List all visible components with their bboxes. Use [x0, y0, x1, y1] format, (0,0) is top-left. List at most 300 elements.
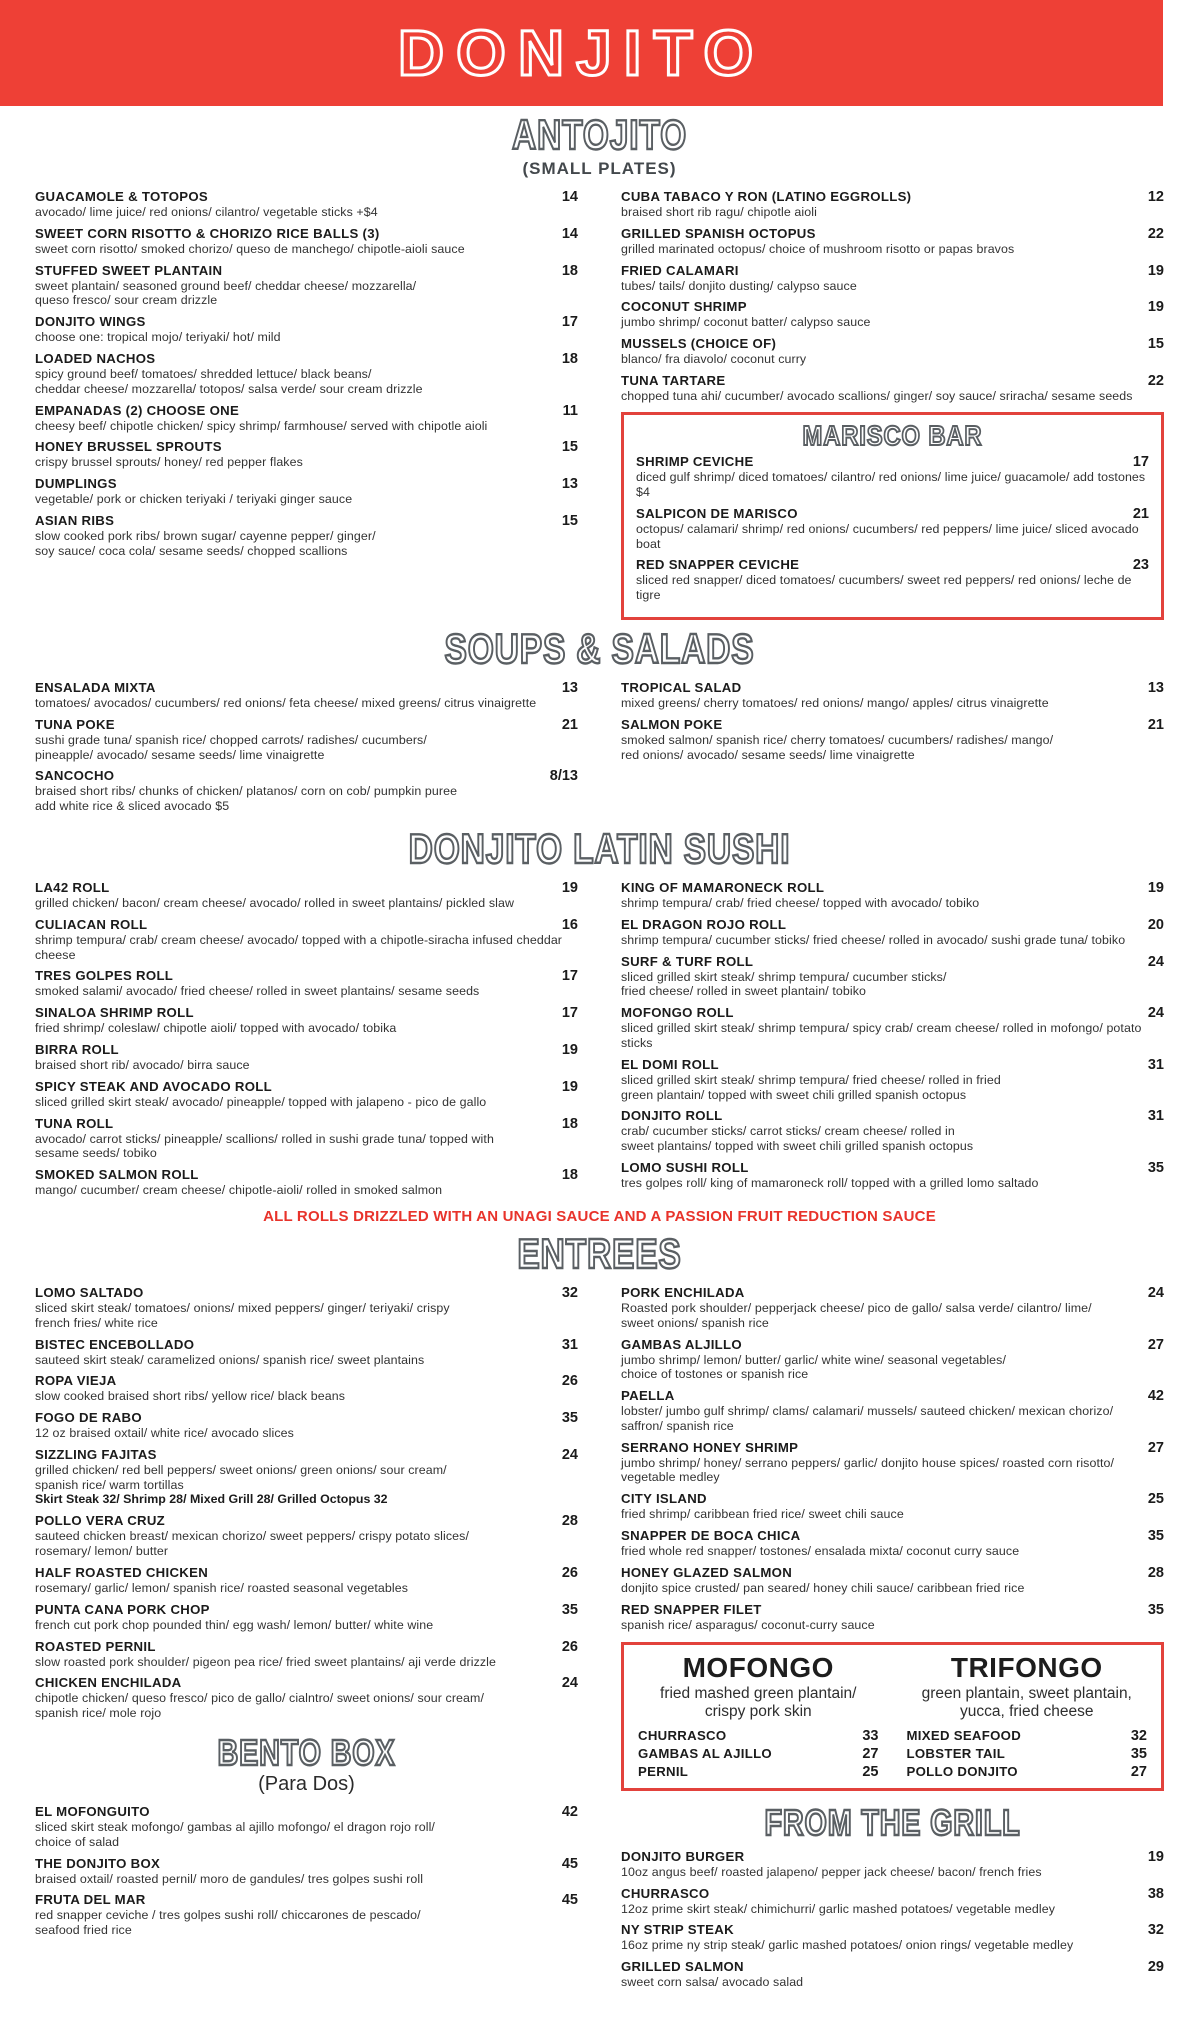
menu-item [621, 717, 1164, 763]
grill-items [621, 1849, 1164, 1990]
menu-item [35, 880, 578, 911]
item-price: 24 [561, 1446, 578, 1463]
menu-item-header [907, 1728, 1148, 1744]
item-name: RED SNAPPER FILET [621, 1601, 762, 1617]
menu-item-header [35, 263, 578, 279]
menu-item-header [35, 1167, 578, 1183]
item-price: 33 [862, 1727, 879, 1744]
item-name: LA42 ROLL [35, 879, 110, 895]
item-description: choice of tostones or spanish rice [621, 1367, 809, 1382]
menu-item-header [621, 373, 1164, 389]
menu-item-header [35, 768, 578, 784]
item-description: sushi grade tuna/ spanish rice/ chopped carrots/ radishes/ cucumbers/ [35, 732, 427, 747]
item-description: avocado/ lime juice/ red onions/ cilantro/ vegetable sticks +$4 [35, 205, 378, 219]
menu-item-header [636, 454, 1149, 470]
menu-item [35, 1602, 578, 1633]
menu-item [621, 1285, 1164, 1331]
restaurant-logo: DONJITO [397, 17, 766, 89]
menu-item-header [35, 1373, 578, 1389]
item-price: 35 [1147, 1601, 1164, 1618]
item-name: CHURRASCO [621, 1885, 710, 1901]
menu-item [35, 351, 578, 397]
menu-item-header [621, 1528, 1164, 1544]
item-name: SWEET CORN RISOTTO & CHORIZO RICE BALLS (3) [35, 225, 380, 241]
item-description: sweet plantains/ topped with sweet chili grilled spanish octopus [621, 1139, 974, 1154]
entrees-right-column [621, 1285, 1164, 1996]
menu-item-header [621, 680, 1164, 696]
mofongo-items [638, 1728, 879, 1780]
item-name: CHURRASCO [638, 1727, 727, 1743]
menu-item-header [621, 1959, 1164, 1975]
item-description: slow cooked braised short ribs/ yellow rice/ black beans [35, 1389, 345, 1404]
menu-item-header [35, 476, 578, 492]
menu-item-header [621, 1565, 1164, 1581]
item-price: 22 [1147, 225, 1164, 242]
menu-item-header [35, 226, 578, 242]
menu-item [35, 917, 578, 963]
menu-item-header [621, 717, 1164, 733]
item-name: FRUTA DEL MAR [35, 1892, 146, 1908]
item-price: 21 [1132, 505, 1149, 522]
item-description: sliced grilled skirt steak/ shrimp tempura/ spicy crab/ cream cheese/ rolled in mofongo/ potato sticks [621, 1021, 1142, 1050]
item-price: 31 [561, 1336, 578, 1353]
item-name: GRILLED SPANISH OCTOPUS [621, 225, 816, 241]
item-description: Roasted pork shoulder/ pepperjack cheese/ pico de gallo/ salsa verde/ cilantro/ lime/ [621, 1300, 1092, 1315]
section-bento-box [35, 1732, 578, 1938]
menu-item-header [35, 1005, 578, 1021]
section-title-latin-sushi: DONJITO LATIN SUSHI [408, 824, 791, 872]
menu-item [35, 717, 578, 763]
item-description: red onions/ avocado/ sesame seeds/ lime vinaigrette [621, 747, 915, 762]
item-price: 27 [1147, 1439, 1164, 1456]
menu-item [636, 557, 1149, 603]
menu-item [35, 1373, 578, 1404]
menu-item-header [621, 1491, 1164, 1507]
item-price: 28 [1147, 1564, 1164, 1581]
menu-item [621, 880, 1164, 911]
item-description: sliced skirt steak/ tomatoes/ onions/ mixed peppers/ ginger/ teriyaki/ crispy [35, 1300, 450, 1315]
item-description: french fries/ white rice [35, 1315, 158, 1330]
item-name: SANCOCHO [35, 768, 115, 784]
item-name: SINALOA SHRIMP ROLL [35, 1005, 194, 1021]
item-description: smoked salami/ avocado/ fried cheese/ rolled in sweet plantains/ sesame seeds [35, 984, 480, 999]
mofongo-column [638, 1653, 879, 1781]
item-price: 12 [1147, 189, 1164, 205]
item-name: SERRANO HONEY SHRIMP [621, 1439, 799, 1455]
menu-item-header [638, 1764, 879, 1780]
item-description: 12 oz braised oxtail/ white rice/ avocado slices [35, 1426, 294, 1441]
item-description: jumbo shrimp/ coconut batter/ calypso sauce [621, 315, 871, 330]
item-price: 26 [561, 1638, 578, 1655]
menu-item-header [621, 263, 1164, 279]
item-price: 31 [1147, 1056, 1164, 1073]
item-description: fried shrimp/ coleslaw/ chipotle aioli/ topped with avocado/ tobika [35, 1021, 397, 1036]
item-price: 18 [561, 350, 578, 367]
menu-item-header [35, 1639, 578, 1655]
menu-item-header [35, 1892, 578, 1908]
item-name: EMPANADAS (2) CHOOSE ONE [35, 402, 240, 418]
section-title-from-the-grill: FROM THE GRILL [764, 1801, 1021, 1843]
menu-item-header [35, 680, 578, 696]
item-price: 19 [1147, 879, 1164, 896]
menu-item [35, 226, 578, 257]
item-description: mixed greens/ cherry tomatoes/ red onions/ mango/ apples/ citrus vinaigrette [621, 695, 1049, 710]
menu-item [35, 263, 578, 309]
section-title-entrees: ENTREES [517, 1229, 682, 1277]
menu-item [621, 1602, 1164, 1633]
item-name: ROASTED PERNIL [35, 1638, 156, 1654]
marisco-bar-items [636, 454, 1149, 603]
item-description: saffron/ spanish rice [621, 1418, 734, 1433]
item-name: ENSALADA MIXTA [35, 679, 156, 695]
antojito-left-column [35, 189, 578, 620]
item-description: grilled chicken/ bacon/ cream cheese/ avocado/ rolled in sweet plantains/ pickled slaw [35, 895, 515, 910]
item-name: EL DOMI ROLL [621, 1056, 719, 1072]
item-price: 21 [561, 716, 578, 733]
item-price: 19 [1147, 299, 1164, 316]
item-description: tubes/ tails/ donjito dusting/ calypso sauce [621, 278, 857, 293]
item-name: GAMBAS ALJILLO [621, 1336, 742, 1352]
menu-item-header [621, 954, 1164, 970]
item-name: LOADED NACHOS [35, 350, 156, 366]
item-price: 27 [1130, 1763, 1147, 1780]
antojito-right-column [621, 189, 1164, 620]
menu-item-header [621, 1388, 1164, 1404]
item-name: HONEY GLAZED SALMON [621, 1564, 793, 1580]
item-description: jumbo shrimp/ honey/ serrano peppers/ garlic/ donjito house spices/ roasted corn risotto/ [621, 1455, 1115, 1470]
menu-item-header [621, 1602, 1164, 1618]
item-description: red snapper ceviche / tres golpes sushi roll/ chiccarones de pescado/ [35, 1908, 421, 1923]
item-description: fried whole red snapper/ tostones/ ensalada mixta/ coconut curry sauce [621, 1544, 1020, 1559]
item-description: spicy ground beef/ tomatoes/ shredded lettuce/ black beans/ [35, 366, 372, 381]
trifongo-column [907, 1653, 1148, 1781]
item-price: 42 [1147, 1388, 1164, 1405]
item-price: 13 [561, 476, 578, 493]
item-description: sliced red snapper/ diced tomatoes/ cucumbers/ sweet red peppers/ red onions/ leche de tigre [636, 573, 1132, 603]
menu-item [35, 1079, 578, 1110]
menu-item [621, 1849, 1164, 1880]
item-price: 17 [561, 314, 578, 331]
item-variant-prices: Skirt Steak 32/ Shrimp 28/ Mixed Grill 28/ Grilled Octopus 32 [35, 1492, 388, 1507]
item-description: grilled chicken/ red bell peppers/ sweet onions/ green onions/ sour cream/ [35, 1462, 447, 1477]
section-entrees [35, 1229, 1164, 1996]
item-name: STUFFED SWEET PLANTAIN [35, 262, 223, 278]
item-name: DONJITO WINGS [35, 314, 146, 330]
item-name: TUNA POKE [35, 716, 115, 732]
item-price: 45 [561, 1855, 578, 1872]
item-price: 35 [1147, 1159, 1164, 1176]
mofongo-subtitle: fried mashed green plantain/ crispy pork skin [660, 1684, 857, 1720]
item-description: sauteed chicken breast/ mexican chorizo/ sweet peppers/ crispy potato slices/ [35, 1529, 470, 1544]
item-description: sweet corn risotto/ smoked chorizo/ queso de manchego/ chipotle-aioli sauce [35, 241, 465, 256]
marisco-bar-title: MARISCO BAR [802, 419, 983, 451]
entrees-right-items [621, 1285, 1164, 1633]
soups-right-column [621, 680, 1164, 820]
menu-item [35, 1675, 578, 1721]
item-price: 27 [862, 1745, 879, 1762]
item-description: seafood fried rice [35, 1923, 132, 1938]
menu-item-header [907, 1746, 1148, 1762]
menu-item [35, 1565, 578, 1596]
menu-item-header [621, 917, 1164, 933]
section-soups-salads [35, 624, 1164, 820]
item-name: TRES GOLPES ROLL [35, 968, 174, 984]
menu-item [35, 189, 578, 220]
item-description: 16oz prime ny strip steak/ garlic mashed potatoes/ onion rings/ vegetable medley [621, 1938, 1074, 1953]
bento-box-items [35, 1804, 578, 1938]
item-description: fried shrimp/ caribbean fried rice/ sweet chili sauce [621, 1507, 904, 1522]
menu-item-header [621, 880, 1164, 896]
menu-item [35, 1337, 578, 1368]
item-price: 32 [1130, 1727, 1147, 1744]
menu-item-header [621, 1005, 1164, 1021]
item-description: fried cheese/ rolled in sweet plantain/ tobiko [621, 984, 866, 999]
menu-item [621, 299, 1164, 330]
menu-item-header [35, 314, 578, 330]
menu-item [638, 1746, 879, 1762]
item-name: GUACAMOLE & TOTOPOS [35, 189, 208, 204]
entrees-left-items [35, 1285, 578, 1721]
menu-item [35, 1639, 578, 1670]
menu-item [621, 336, 1164, 367]
menu-item [35, 1042, 578, 1073]
item-name: SALMON POKE [621, 716, 723, 732]
section-subtitle-bento-box: (Para Dos) [258, 1773, 355, 1796]
item-price: 24 [1147, 1005, 1164, 1022]
item-name: CULIACAN ROLL [35, 916, 148, 932]
item-name: SHRIMP CEVICHE [636, 454, 754, 470]
item-description: choice of salad [35, 1834, 120, 1849]
menu-item-header [35, 1116, 578, 1132]
item-price: 15 [561, 439, 578, 456]
item-name: EL MOFONGUITO [35, 1804, 150, 1820]
item-name: COCONUT SHRIMP [621, 299, 747, 315]
item-description: rosemary/ lemon/ butter [35, 1544, 169, 1559]
item-price: 24 [1147, 1284, 1164, 1301]
entrees-left-column [35, 1285, 578, 1996]
menu-item [638, 1728, 879, 1744]
item-price: 24 [1147, 953, 1164, 970]
item-description: spanish rice/ asparagus/ coconut-curry sauce [621, 1617, 875, 1632]
item-price: 23 [1132, 557, 1149, 574]
item-price: 32 [1147, 1922, 1164, 1939]
item-description: sliced grilled skirt steak/ avocado/ pineapple/ topped with jalapeno - pico de gallo [35, 1094, 487, 1109]
item-description: sweet plantain/ seasoned ground beef/ cheddar cheese/ mozzarella/ [35, 278, 417, 293]
item-description: green plantain/ topped with sweet chili grilled spanish octopus [621, 1087, 967, 1102]
menu-item [35, 680, 578, 711]
menu-item [621, 1108, 1164, 1154]
item-name: BIRRA ROLL [35, 1041, 119, 1057]
item-name: HALF ROASTED CHICKEN [35, 1565, 209, 1581]
item-name: FRIED CALAMARI [621, 262, 739, 278]
item-price: 14 [561, 189, 578, 205]
item-description: slow roasted pork shoulder/ pigeon pea rice/ fried sweet plantains/ aji verde drizzle [35, 1654, 496, 1669]
item-name: SNAPPER DE BOCA CHICA [621, 1528, 801, 1544]
menu-item-header [35, 1856, 578, 1872]
item-name: MUSSELS (CHOICE OF) [621, 336, 777, 352]
item-description: chopped tuna ahi/ cucumber/ avocado scallions/ ginger/ soy sauce/ sriracha/ sesame seeds [621, 388, 1133, 403]
menu-item-header [621, 1057, 1164, 1073]
mofongo-title: MOFONGO [682, 1652, 834, 1684]
menu-item [35, 1116, 578, 1162]
item-description: shrimp tempura/ crab/ cream cheese/ avocado/ topped with a chipotle-siracha infused cheddar cheese [35, 932, 563, 962]
item-price: 18 [561, 1167, 578, 1184]
menu-item [621, 954, 1164, 1000]
menu-item-header [621, 299, 1164, 315]
item-name: DONJITO BURGER [621, 1848, 745, 1864]
menu-item-header [35, 1804, 578, 1820]
menu-item-header [35, 1410, 578, 1426]
item-description: soy sauce/ coca cola/ sesame seeds/ chopped scallions [35, 543, 348, 558]
menu-item [35, 403, 578, 434]
menu-item [621, 226, 1164, 257]
menu-item [621, 1388, 1164, 1434]
menu-item [35, 1856, 578, 1887]
item-name: CHICKEN ENCHILADA [35, 1675, 182, 1691]
menu-item-header [35, 1042, 578, 1058]
menu-item [621, 373, 1164, 404]
item-name: NY STRIP STEAK [621, 1922, 734, 1938]
menu-item-header [35, 1513, 578, 1529]
sushi-right-column [621, 880, 1164, 1204]
item-description: vegetable medley [621, 1470, 720, 1485]
menu-item-header [35, 351, 578, 367]
item-description: tomatoes/ avocados/ cucumbers/ red onions/ feta cheese/ mixed greens/ citrus vinaigrette [35, 695, 537, 710]
menu-item-header [35, 717, 578, 733]
menu-item-header [35, 403, 578, 419]
item-price: 11 [562, 402, 578, 419]
menu-item [621, 1005, 1164, 1051]
item-description: lobster/ jumbo gulf shrimp/ clams/ calamari/ mussels/ sauteed chicken/ mexican chorizo/ [621, 1404, 1114, 1419]
item-name: SPICY STEAK AND AVOCADO ROLL [35, 1078, 272, 1094]
menu-item [621, 1491, 1164, 1522]
item-name: PERNIL [638, 1763, 689, 1779]
item-name: TROPICAL SALAD [621, 679, 742, 695]
menu-item [621, 1057, 1164, 1103]
item-price: 18 [561, 1115, 578, 1132]
menu-item [35, 1447, 578, 1508]
item-description: braised short ribs/ chunks of chicken/ platanos/ corn on cob/ pumpkin puree [35, 784, 458, 799]
menu-item-header [35, 439, 578, 455]
menu-item-header [621, 1886, 1164, 1902]
menu-item [35, 768, 578, 814]
item-description: sweet corn salsa/ avocado salad [621, 1975, 804, 1990]
item-description: shrimp tempura/ cucumber sticks/ fried cheese/ rolled in avocado/ sushi grade tuna/ tobiko [621, 932, 1126, 947]
menu-item-header [35, 1079, 578, 1095]
menu-item [35, 1410, 578, 1441]
item-description: slow cooked pork ribs/ brown sugar/ cayenne pepper/ ginger/ [35, 528, 376, 543]
menu-item-header [636, 506, 1149, 522]
item-price: 22 [1147, 372, 1164, 389]
item-price: 25 [1147, 1491, 1164, 1508]
item-name: PUNTA CANA PORK CHOP [35, 1601, 210, 1617]
item-name: TUNA ROLL [35, 1115, 114, 1131]
menu-item-header [35, 968, 578, 984]
marisco-bar-box [621, 412, 1164, 620]
menu-item-header [35, 880, 578, 896]
item-name: MIXED SEAFOOD [906, 1727, 1022, 1743]
sushi-sauce-note: ALL ROLLS DRIZZLED WITH AN UNAGI SAUCE AND A PASSION FRUIT REDUCTION SAUCE [263, 1207, 936, 1225]
menu-item [621, 917, 1164, 948]
item-name: LOMO SUSHI ROLL [621, 1159, 749, 1175]
menu-item [35, 1005, 578, 1036]
item-description: braised oxtail/ roasted pernil/ moro de gandules/ tres golpes sushi roll [35, 1871, 424, 1886]
menu-item-header [35, 1565, 578, 1581]
menu-item [907, 1746, 1148, 1762]
menu-item-header [636, 557, 1149, 573]
item-description: add white rice & sliced avocado $5 [35, 799, 230, 814]
menu-item [35, 1804, 578, 1850]
menu-item-header [638, 1728, 879, 1744]
item-name: ROPA VIEJA [35, 1373, 117, 1389]
item-description: sliced skirt steak mofongo/ gambas al ajillo mofongo/ el dragon rojo roll/ [35, 1820, 435, 1835]
menu-item-header [35, 1602, 578, 1618]
item-name: SIZZLING FAJITAS [35, 1446, 157, 1462]
item-price: 19 [1147, 262, 1164, 279]
menu-item [621, 1337, 1164, 1383]
menu-item [35, 1285, 578, 1331]
item-price: 21 [1147, 716, 1164, 733]
header-banner [0, 0, 1163, 106]
item-description: sauteed skirt steak/ caramelized onions/ spanish rice/ sweet plantains [35, 1352, 425, 1367]
item-description: vegetable/ pork or chicken teriyaki / teriyaki ginger sauce [35, 492, 353, 507]
item-price: 17 [561, 1005, 578, 1022]
menu-item-header [621, 1849, 1164, 1865]
menu-item [907, 1728, 1148, 1744]
item-description: choose one: tropical mojo/ teriyaki/ hot/ mild [35, 330, 281, 345]
item-name: DONJITO ROLL [621, 1108, 723, 1124]
item-description: braised short rib ragu/ chipotle aioli [621, 205, 817, 219]
item-description: avocado/ carrot sticks/ pineapple/ scallions/ rolled in sushi grade tuna/ topped with [35, 1131, 494, 1146]
item-name: RED SNAPPER CEVICHE [636, 557, 800, 573]
item-description: pineapple/ avocado/ sesame seeds/ lime vinaigrette [35, 747, 325, 762]
menu-item-header [621, 1440, 1164, 1456]
menu-item [621, 1959, 1164, 1990]
item-name: THE DONJITO BOX [35, 1855, 161, 1871]
item-price: 26 [561, 1373, 578, 1390]
item-name: LOBSTER TAIL [906, 1745, 1006, 1761]
menu-item-header [621, 1108, 1164, 1124]
menu-item-header [35, 1675, 578, 1691]
item-description: spanish rice/ warm tortillas [35, 1477, 184, 1492]
menu-item-header [621, 189, 1164, 205]
item-description: tres golpes roll/ king of mamaroneck roll/ topped with a grilled lomo saltado [621, 1175, 1039, 1190]
item-name: PAELLA [621, 1388, 675, 1404]
menu-item [35, 314, 578, 345]
item-price: 32 [561, 1284, 578, 1301]
item-description: braised short rib/ avocado/ birra sauce [35, 1057, 250, 1072]
item-description: sweet onions/ spanish rice [621, 1315, 769, 1330]
section-latin-sushi [35, 824, 1164, 1225]
item-name: KING OF MAMARONECK ROLL [621, 879, 825, 895]
menu-item-header [638, 1746, 879, 1762]
menu-item [35, 1892, 578, 1938]
item-price: 14 [561, 225, 578, 242]
item-price: 28 [561, 1513, 578, 1530]
menu-item [621, 263, 1164, 294]
menu-item [621, 1528, 1164, 1559]
item-price: 35 [561, 1601, 578, 1618]
item-price: 20 [1147, 916, 1164, 933]
item-name: GRILLED SALMON [621, 1959, 744, 1975]
section-title-antojito: ANTOJITO [511, 111, 688, 158]
section-antojito [35, 111, 1164, 620]
item-description: blanco/ fra diavolo/ coconut curry [621, 352, 807, 367]
item-price: 19 [561, 1041, 578, 1058]
item-price: 19 [561, 879, 578, 896]
section-from-the-grill [621, 1801, 1164, 1990]
item-description: crispy brussel sprouts/ honey/ red pepper flakes [35, 455, 303, 470]
